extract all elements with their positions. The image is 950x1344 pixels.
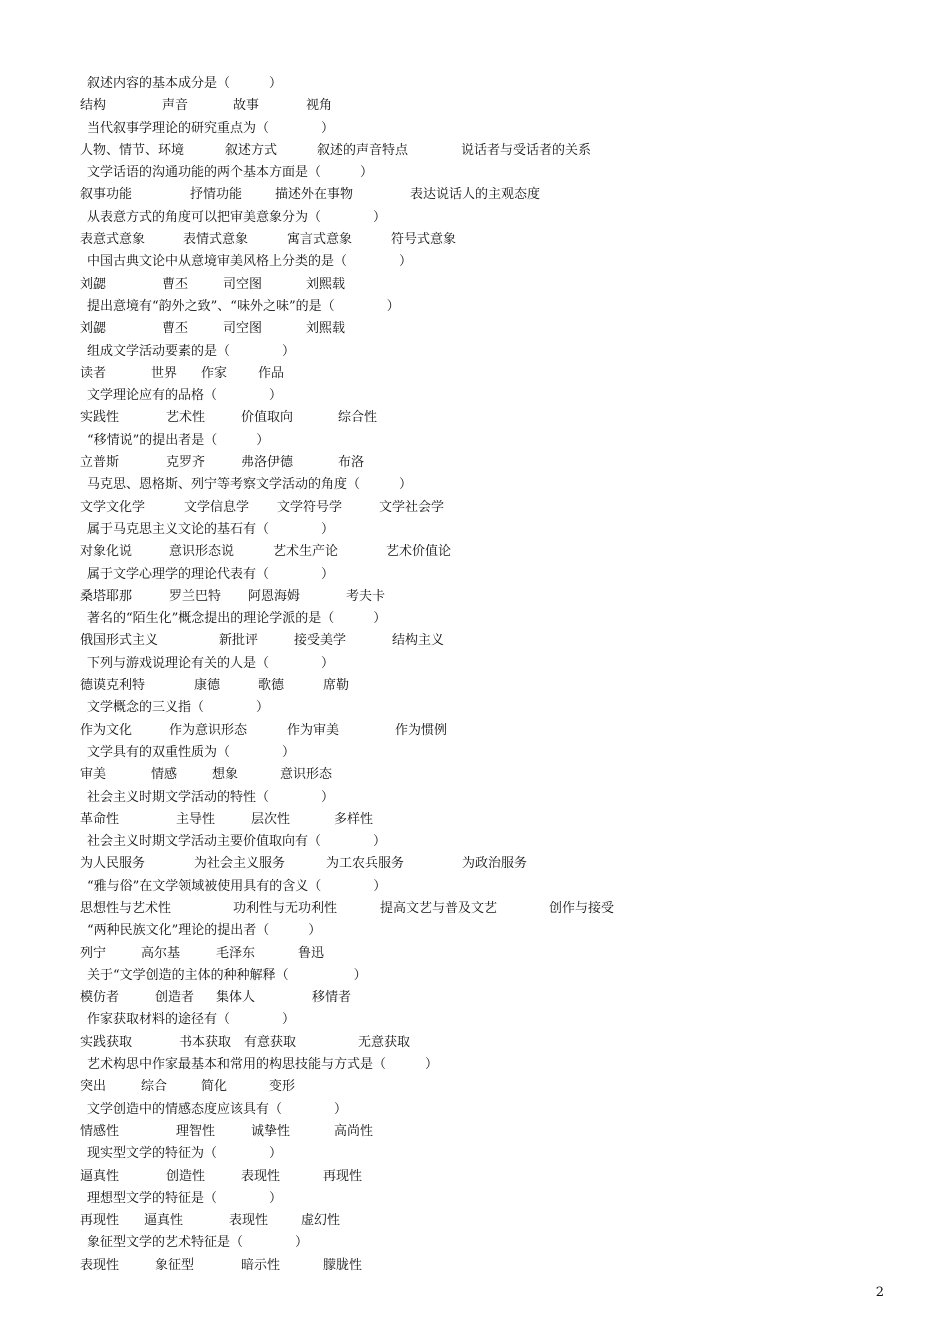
answer-option: 描述外在事物 [275, 187, 354, 203]
answer-option: 歌德 [258, 678, 285, 694]
answer-option: 多样性 [334, 811, 374, 827]
question-text: 当代叙事学理论的研究重点为（ ） [87, 120, 335, 136]
answer-option: 新批评 [219, 633, 259, 649]
answer-option: 俄国形式主义 [80, 633, 159, 649]
question-list [80, 73, 900, 1277]
answer-option: 作为文化 [80, 722, 133, 738]
answer-option: 表现性 [229, 1213, 269, 1229]
question-text: 中国古典文论中从意境审美风格上分类的是（ ） [87, 254, 413, 270]
answer-option: 象征型 [155, 1257, 195, 1273]
answer-option: 接受美学 [294, 633, 347, 649]
answer-option: 价值取向 [241, 410, 294, 426]
options-row [80, 943, 900, 965]
options-row [80, 452, 900, 474]
page-number: 2 [875, 1285, 884, 1300]
answer-option: 人物、情节、环境 [80, 142, 185, 158]
answer-option: 审美 [80, 767, 107, 783]
answer-option: 桑塔耶那 [80, 588, 133, 604]
answer-option: 理智性 [176, 1123, 216, 1139]
answer-option: 克罗齐 [166, 455, 206, 471]
options-row [80, 318, 900, 340]
question-text: 文学理论应有的品格（ ） [87, 388, 283, 404]
answer-option: 为人民服务 [80, 856, 146, 872]
answer-option: 毛泽东 [216, 945, 256, 961]
options-row [80, 720, 900, 742]
answer-option: 刘熙载 [306, 276, 346, 292]
answer-option: 考夫卡 [346, 588, 386, 604]
answer-option: 意识形态 [280, 767, 333, 783]
answer-option: 席勒 [323, 678, 350, 694]
answer-option: 列宁 [80, 945, 107, 961]
answer-option: 逼真性 [80, 1168, 120, 1184]
options-row [80, 1166, 900, 1188]
options-row [80, 1210, 900, 1232]
answer-option: 声音 [162, 98, 189, 114]
options-row [80, 229, 900, 251]
question-text: 著名的“陌生化”概念提出的理论学派的是（ ） [87, 611, 387, 627]
answer-option: 立普斯 [80, 455, 120, 471]
question-text: 文学概念的三义指（ ） [87, 700, 270, 716]
answer-option: 创作与接受 [549, 900, 615, 916]
answer-option: 意识形态说 [169, 544, 235, 560]
answer-option: 高尔基 [141, 945, 181, 961]
options-row [80, 95, 900, 117]
answer-option: 再现性 [80, 1213, 120, 1229]
answer-option: 作品 [258, 365, 285, 381]
answer-option: 情感性 [80, 1123, 120, 1139]
answer-option: 集体人 [216, 990, 256, 1006]
answer-option: 康德 [194, 678, 221, 694]
options-row [80, 184, 900, 206]
answer-option: 刘勰 [80, 276, 107, 292]
answer-option: 为社会主义服务 [194, 856, 286, 872]
options-row [80, 1076, 900, 1098]
answer-option: 符号式意象 [391, 232, 457, 248]
answer-option: 阿恩海姆 [248, 588, 301, 604]
answer-option: 革命性 [80, 811, 120, 827]
answer-option: 诚挚性 [251, 1123, 291, 1139]
answer-option: 层次性 [251, 811, 291, 827]
options-row [80, 630, 900, 652]
answer-option: 情感 [151, 767, 178, 783]
options-row [80, 140, 900, 162]
options-row [80, 541, 900, 563]
answer-option: 说话者与受话者的关系 [461, 142, 592, 158]
answer-option: 表现性 [241, 1168, 281, 1184]
answer-option: 文学社会学 [379, 499, 445, 515]
options-row [80, 497, 900, 519]
options-row [80, 1255, 900, 1277]
question-text: 作家获取材料的途径有（ ） [87, 1012, 296, 1028]
answer-option: 曹丕 [162, 276, 189, 292]
answer-option: 实践性 [80, 410, 120, 426]
question-text: “两种民族文化”理论的提出者（ ） [87, 923, 322, 939]
answer-option: 作家 [201, 365, 228, 381]
question-text: 属于马克思主义文论的基石有（ ） [87, 521, 335, 537]
answer-option: 为工农兵服务 [326, 856, 405, 872]
answer-option: 司空图 [223, 276, 263, 292]
answer-option: 曹丕 [162, 321, 189, 337]
question-text: “移情说”的提出者是（ ） [87, 432, 270, 448]
answer-option: 结构主义 [392, 633, 445, 649]
answer-option: 布洛 [338, 455, 365, 471]
answer-option: 叙述方式 [225, 142, 278, 158]
question-text: 文学话语的沟通功能的两个基本方面是（ ） [87, 165, 374, 181]
question-text: 关于“文学创造的主体的种种解释（ ） [87, 967, 367, 983]
answer-option: 思想性与艺术性 [80, 900, 172, 916]
answer-option: 逼真性 [144, 1213, 184, 1229]
answer-option: 文学符号学 [277, 499, 343, 515]
answer-option: 对象化说 [80, 544, 133, 560]
answer-option: 创造性 [166, 1168, 206, 1184]
answer-option: 主导性 [176, 811, 216, 827]
answer-option: 表达说话人的主观态度 [410, 187, 541, 203]
question-text: 提出意境有“韵外之致”、“味外之味”的是（ ） [87, 298, 400, 314]
answer-option: 德谟克利特 [80, 678, 146, 694]
answer-option: 朦胧性 [323, 1257, 363, 1273]
question-text: 组成文学活动要素的是（ ） [87, 343, 296, 359]
options-row [80, 407, 900, 429]
question-text: 艺术构思中作家最基本和常用的构思技能与方式是（ ） [87, 1057, 439, 1073]
options-row [80, 898, 900, 920]
answer-option: 叙述的声音特点 [317, 142, 409, 158]
question-text: 下列与游戏说理论有关的人是（ ） [87, 655, 335, 671]
question-text: 马克思、恩格斯、列宁等考察文学活动的角度（ ） [87, 477, 413, 493]
answer-option: 世界 [151, 365, 178, 381]
options-row [80, 274, 900, 296]
answer-option: 创造者 [155, 990, 195, 1006]
question-text: 从表意方式的角度可以把审美意象分为（ ） [87, 209, 387, 225]
answer-option: 实践获取 [80, 1034, 133, 1050]
answer-option: 艺术性 [166, 410, 206, 426]
answer-option: 文学文化学 [80, 499, 146, 515]
answer-option: 罗兰巴特 [169, 588, 222, 604]
question-text: 社会主义时期文学活动主要价值取向有（ ） [87, 834, 387, 850]
options-row [80, 363, 900, 385]
question-text: 象征型文学的艺术特征是（ ） [87, 1235, 309, 1251]
options-row [80, 809, 900, 831]
answer-option: 突出 [80, 1079, 107, 1095]
question-text: “雅与俗”在文学领域被使用具有的含义（ ） [87, 878, 387, 894]
answer-option: 故事 [233, 98, 260, 114]
answer-option: 综合性 [338, 410, 378, 426]
answer-option: 艺术价值论 [386, 544, 452, 560]
question-text: 现实型文学的特征为（ ） [87, 1146, 283, 1162]
answer-option: 变形 [269, 1079, 296, 1095]
answer-option: 模仿者 [80, 990, 120, 1006]
answer-option: 叙事功能 [80, 187, 133, 203]
answer-option: 无意获取 [358, 1034, 411, 1050]
options-row [80, 764, 900, 786]
answer-option: 抒情功能 [190, 187, 243, 203]
answer-option: 刘熙载 [306, 321, 346, 337]
answer-option: 作为惯例 [395, 722, 448, 738]
answer-option: 表情式意象 [183, 232, 249, 248]
answer-option: 寓言式意象 [287, 232, 353, 248]
answer-option: 刘勰 [80, 321, 107, 337]
question-text: 属于文学心理学的理论代表有（ ） [87, 566, 335, 582]
answer-option: 表现性 [80, 1257, 120, 1273]
question-text: 叙述内容的基本成分是（ ） [87, 76, 283, 91]
answer-option: 鲁迅 [298, 945, 325, 961]
answer-option: 再现性 [323, 1168, 363, 1184]
answer-option: 综合 [141, 1079, 168, 1095]
question-text: 文学创造中的情感态度应该具有（ ） [87, 1101, 348, 1117]
answer-option: 书本获取 [179, 1034, 232, 1050]
options-row [80, 675, 900, 697]
answer-option: 虚幻性 [301, 1213, 341, 1229]
answer-option: 作为审美 [287, 722, 340, 738]
answer-option: 高尚性 [334, 1123, 374, 1139]
answer-option: 想象 [212, 767, 239, 783]
answer-option: 暗示性 [241, 1257, 281, 1273]
answer-option: 结构 [80, 98, 107, 114]
answer-option: 表意式意象 [80, 232, 146, 248]
answer-option: 视角 [306, 98, 333, 114]
answer-option: 移情者 [312, 990, 352, 1006]
options-row [80, 987, 900, 1009]
answer-option: 有意获取 [244, 1034, 297, 1050]
question-text: 理想型文学的特征是（ ） [87, 1190, 283, 1206]
answer-option: 作为意识形态 [169, 722, 248, 738]
options-row [80, 1121, 900, 1143]
answer-option: 功利性与无功利性 [233, 900, 338, 916]
answer-option: 简化 [201, 1079, 228, 1095]
options-row [80, 853, 900, 875]
answer-option: 司空图 [223, 321, 263, 337]
answer-option: 弗洛伊德 [241, 455, 294, 471]
options-row [80, 586, 900, 608]
answer-option: 文学信息学 [184, 499, 250, 515]
question-text: 文学具有的双重性质为（ ） [87, 744, 296, 760]
answer-option: 提高文艺与普及文艺 [380, 900, 498, 916]
answer-option: 为政治服务 [462, 856, 528, 872]
question-text: 社会主义时期文学活动的特性（ ） [87, 789, 335, 805]
answer-option: 艺术生产论 [273, 544, 339, 560]
options-row [80, 1032, 900, 1054]
answer-option: 读者 [80, 365, 107, 381]
